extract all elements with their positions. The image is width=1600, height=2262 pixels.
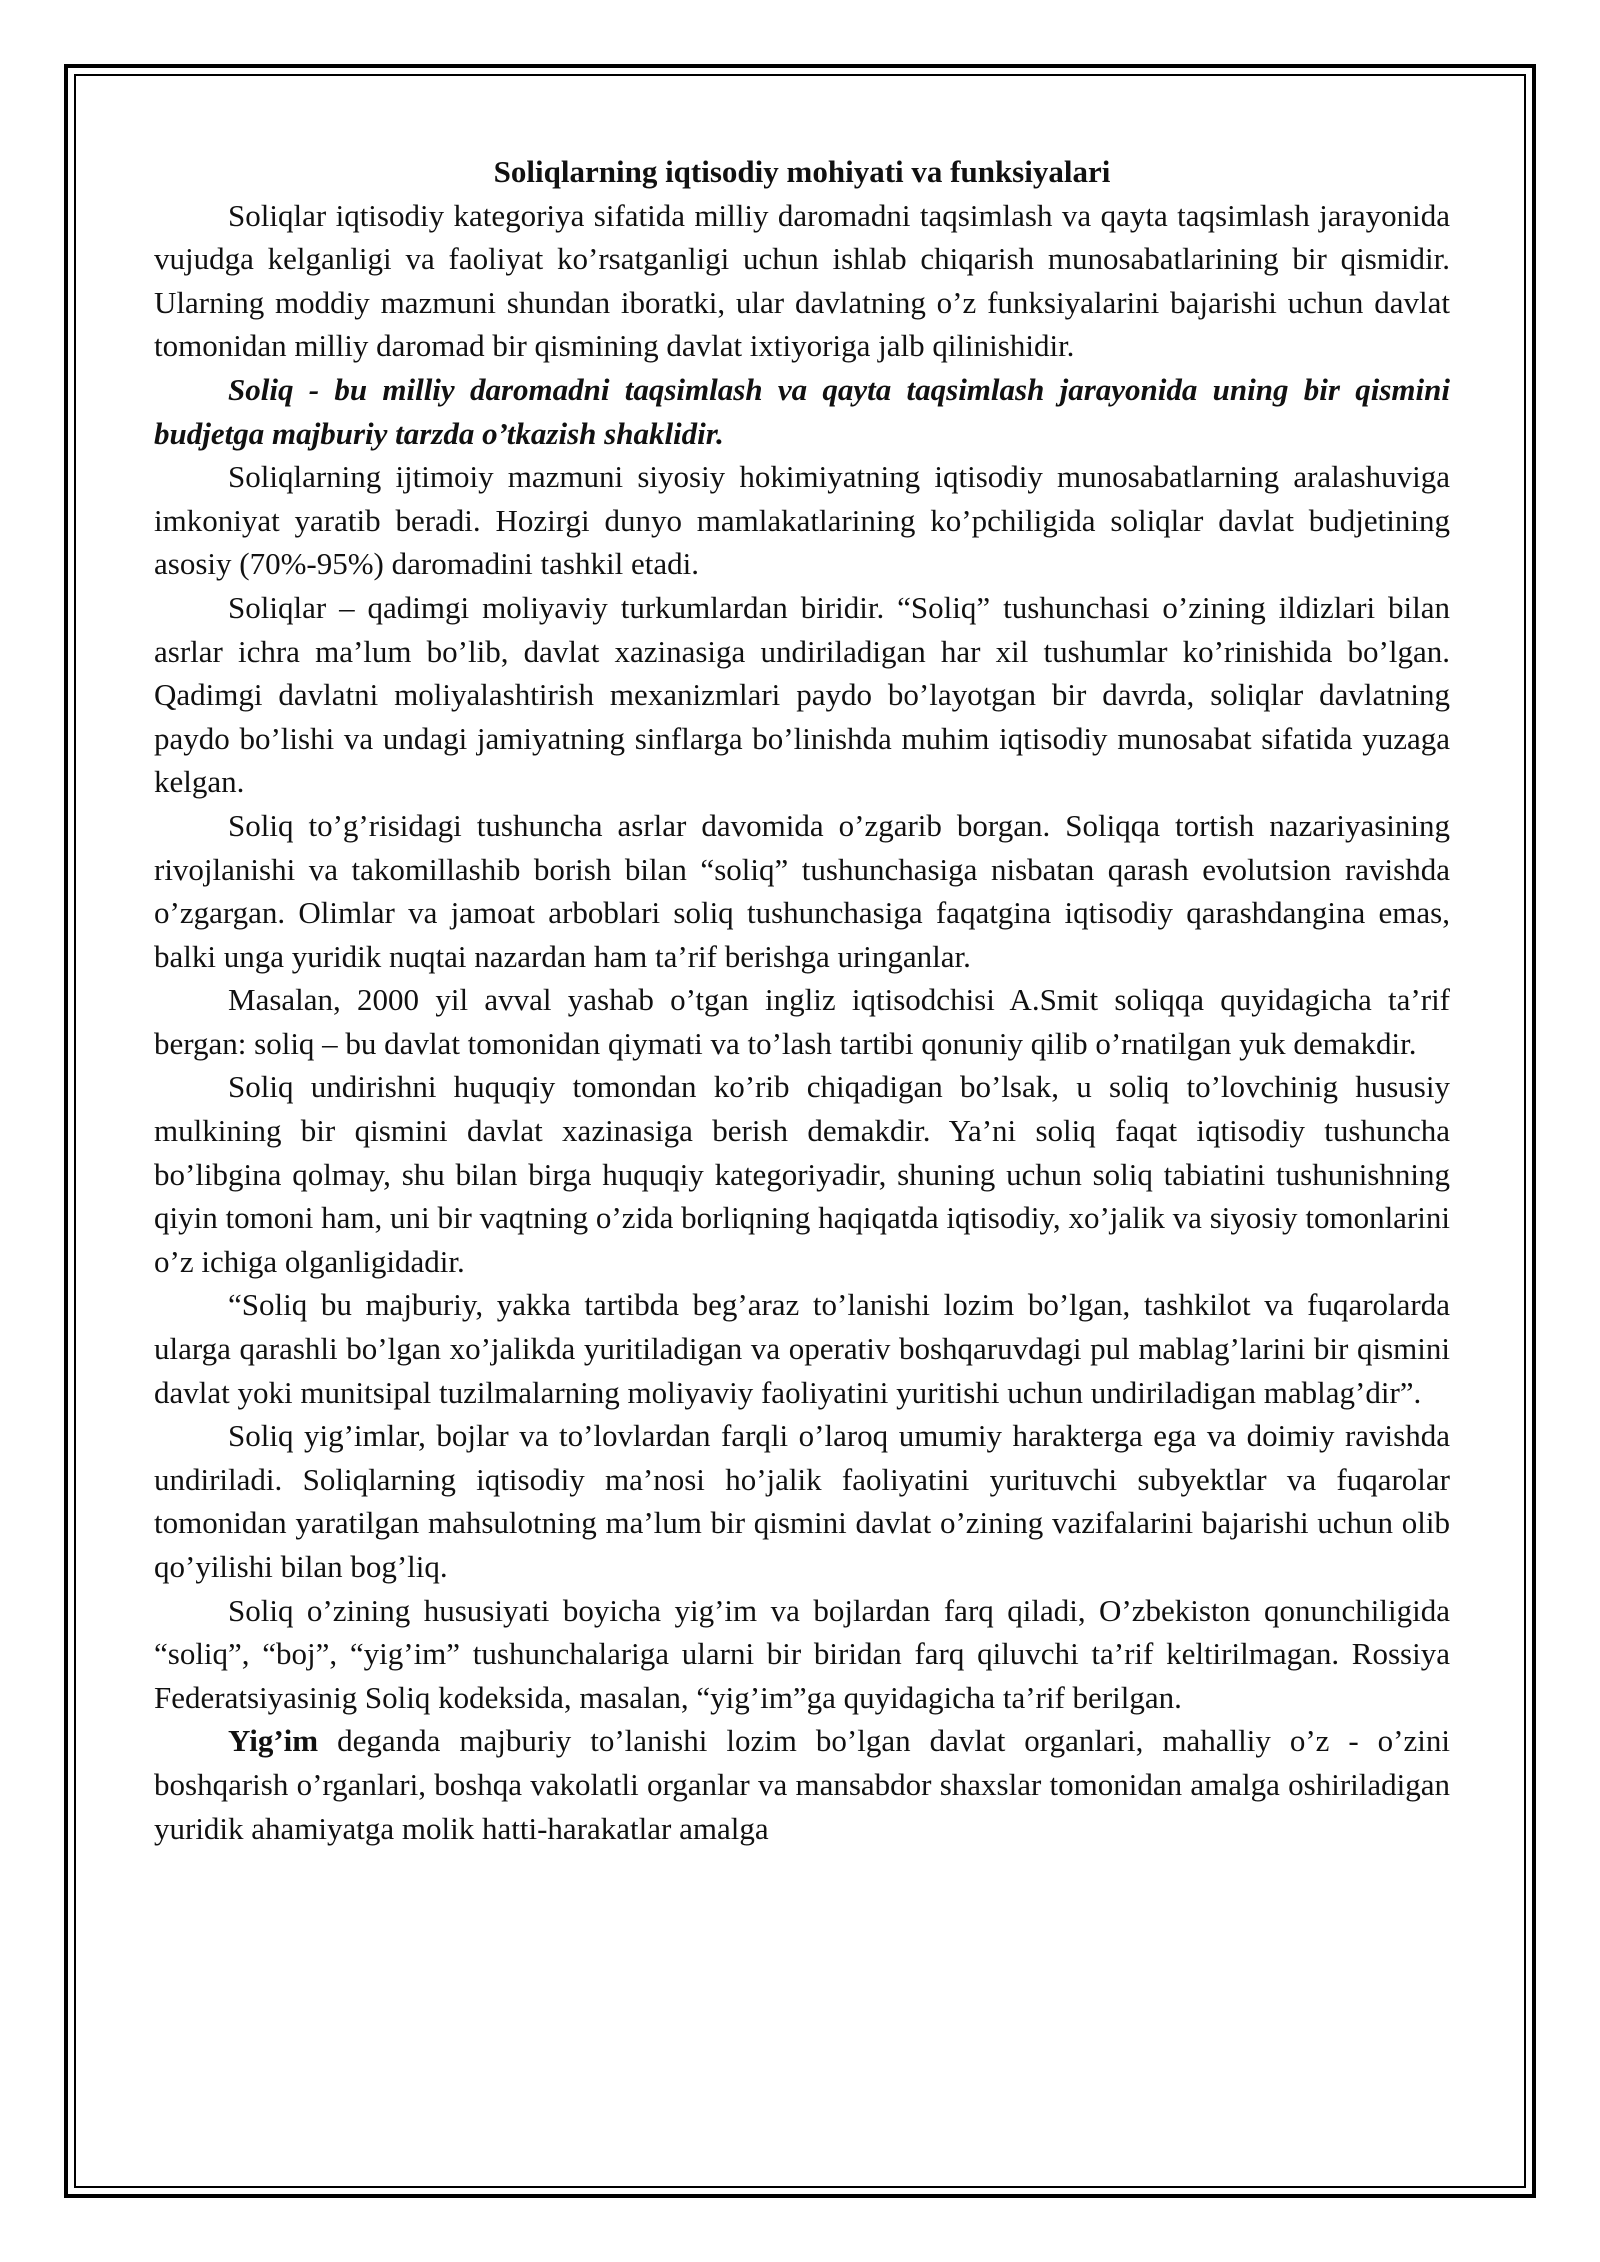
document-title: Soliqlarning iqtisodiy mohiyati va funksiyalari xyxy=(493,154,1111,189)
paragraph: Soliqlar iqtisodiy kategoriya sifatida milliy daromadni taqsimlash va qayta taqsimlash jarayonida vujudga kelganligi va faoliyat ko’rsatganligi uchun ishlab chiqarish munosabatlarining bir qismidir. Ularning moddiy mazmuni shundan iboratki, ular davlatning o’z funksiyalarini bajarishi uchun davlat tomonidan milliy daromad bir qismining davlat ixtiyoriga jalb qilinishidir. xyxy=(154,197,1450,364)
paragraph-yigim xyxy=(154,1719,1450,1850)
paragraph: Soliq yig’imlar, bojlar va to’lovlardan farqli o’laroq umumiy harakterga ega va doimiy ravishda undiriladi. Soliqlarning iqtisodiy ma’nosi ho’jalik faoliyatini yurituvchi subyektlar va fuqarolar tomonidan yaratilgan mahsulotning ma’lum bir qismini davlat o’zining vazifalarini bajarishi uchun olib qo’yilishi bilan bog’liq. xyxy=(154,1418,1450,1584)
document-body xyxy=(154,150,1450,1850)
paragraph: Soliq o’zining hususiyati boyicha yig’im va bojlardan farq qiladi, O’zbekiston qonunchiligida “soliq”, “boj”, “yig’im” tushunchalariga ularni bir biridan farq qiluvchi ta’rif keltirilmagan. Rossiya Federatsiyasinig Soliq kodeksida, masalan, “yig’im”ga quyidagicha ta’rif berilgan. xyxy=(154,1592,1450,1715)
definition-paragraph: Soliq - bu milliy daromadni taqsimlash va qayta taqsimlash jarayonida uning bir qismini budjetga majburiy tarzda o’tkazish shaklidir. xyxy=(154,371,1450,451)
paragraph: Soliqlar – qadimgi moliyaviy turkumlardan biridir. “Soliq” tushunchasi o’zining ildizlari bilan asrlar ichra ma’lum bo’lib, davlat xazinasiga undiriladigan har xil tushumlar ko’rinishida bo’lgan. Qadimgi davlatni moliyalashtirish mexanizmlari paydo bo’layotgan bir davrda, soliqlar davlatning paydo bo’lishi va undagi jamiyatning sinflarga bo’linishda muhim iqtisodiy munosabat sifatida yuzaga kelgan. xyxy=(154,589,1450,800)
paragraph: Masalan, 2000 yil avval yashab o’tgan ingliz iqtisodchisi A.Smit soliqqa quyidagicha ta’rif bergan: soliq – bu davlat tomonidan qiymati va to’lash tartibi qonuniy qilib o’rnatilgan yuk demakdir. xyxy=(154,982,1450,1061)
paragraph: Soliq undirishni huquqiy tomondan ko’rib chiqadigan bo’lsak, u soliq to’lovchinig hususiy mulkining bir qismini davlat xazinasiga berish demakdir. Ya’ni soliq faqat iqtisodiy tushuncha bo’libgina qolmay, shu bilan birga huquqiy kategoriyadir, shuning uchun soliq tabiatini tushunishning qiyin tomoni ham, uni bir vaqtning o’zida borliqning haqiqatda iqtisodiy, xo’jalik va siyosiy tomonlarini o’z ichiga olganligidadir. xyxy=(154,1069,1450,1279)
paragraph-yigim-text: deganda majburiy to’lanishi lozim bo’lgan davlat organlari, mahalliy o’z - o’zini boshqarish o’rganlari, boshqa vakolatli organlar va mansabdor shaxslar tomonidan amalga oshiriladigan yuridik ahamiyatga molik hatti-harakatlar amalga xyxy=(154,1723,1450,1846)
paragraph: Soliqlarning ijtimoiy mazmuni siyosiy hokimiyatning iqtisodiy munosabatlarning aralashuviga imkoniyat yaratib beradi. Hozirgi dunyo mamlakatlarining ko’pchiligida soliqlar davlat budjetining asosiy (70%-95%) daromadini tashkil etadi. xyxy=(154,459,1450,582)
quote-paragraph: “Soliq bu majburiy, yakka tartibda beg’araz to’lanishi lozim bo’lgan, tashkilot va fuqarolarda ularga qarashli bo’lgan xo’jalikda yuritiladigan va operativ boshqaruvdagi pul mablag’larini bir qismini davlat yoki munitsipal tuzilmalarning moliyaviy faoliyatini yuritishi uchun undiriladigan mablag’dir”. xyxy=(154,1287,1450,1410)
term-yigim: Yig’im xyxy=(228,1723,319,1759)
paragraph: Soliq to’g’risidagi tushuncha asrlar davomida o’zgarib borgan. Soliqqa tortish nazariyasining rivojlanishi va takomillashib borish bilan “soliq” tushunchasiga nisbatan qarash evolutsion ravishda o’zgargan. Olimlar va jamoat arboblari soliq tushunchasiga faqatgina iqtisodiy qarashdangina emas, balki unga yuridik nuqtai nazardan ham ta’rif berishga uringanlar. xyxy=(154,807,1450,974)
